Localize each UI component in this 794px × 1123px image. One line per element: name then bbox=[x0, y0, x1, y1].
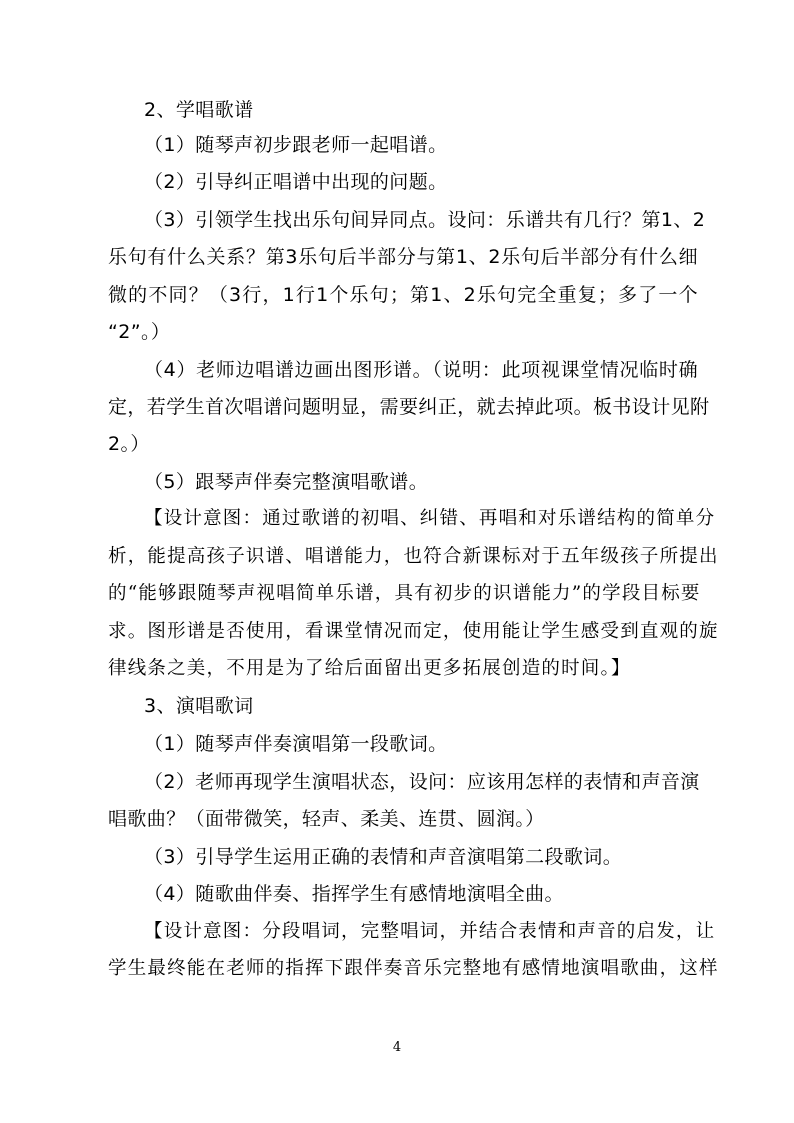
design-intent-1-line-2: 析，能提高孩子识谱、唱谱能力，也符合新课标对于五年级孩子所提出 bbox=[108, 546, 719, 567]
design-intent-2-line-1: 【设计意图：分段唱词，完整唱词，并结合表情和声音的启发，让 bbox=[144, 921, 716, 942]
section-heading-sing-lyrics: 3、演唱歌词 bbox=[144, 695, 254, 717]
page-number: 4 bbox=[392, 1040, 402, 1055]
lyrics-step-2-line-2: 唱歌曲？（面带微笑，轻声、柔美、连贯、圆润。） bbox=[108, 808, 545, 830]
step-3-line-4: “2”。） bbox=[108, 321, 171, 343]
design-intent-1-line-1: 【设计意图：通过歌谱的初唱、纠错、再唱和对乐谱结构的简单分 bbox=[144, 508, 716, 529]
step-4-line-1: （4）老师边唱谱边画出图形谱。（说明：此项视课堂情况临时确 bbox=[144, 359, 698, 381]
step-4-line-3: 2。） bbox=[108, 433, 150, 455]
lyrics-step-3-line: （3）引导学生运用正确的表情和声音演唱第二段歌词。 bbox=[144, 846, 623, 868]
step-3-line-3: 微的不同？（3行，1行1个乐句；第1、2乐句完全重复；多了一个 bbox=[108, 284, 698, 306]
design-intent-2-line-2: 学生最终能在老师的指挥下跟伴奏音乐完整地有感情地演唱歌曲，这样 bbox=[108, 958, 719, 979]
lyrics-step-4-line: （4）随歌曲伴奏、指挥学生有感情地演唱全曲。 bbox=[144, 883, 564, 905]
step-3-line-1: （3）引领学生找出乐句间异同点。设问：乐谱共有几行？第1、2 bbox=[144, 209, 706, 231]
step-2-line: （2）引导纠正唱谱中出现的问题。 bbox=[144, 171, 448, 193]
step-5-line: （5）跟琴声伴奏完整演唱歌谱。 bbox=[144, 471, 429, 493]
lyrics-step-2-line-1: （2）老师再现学生演唱状态，设问：应该用怎样的表情和声音演 bbox=[144, 771, 700, 793]
design-intent-1-line-5: 律线条之美，不用是为了给后面留出更多拓展创造的时间。】 bbox=[108, 658, 631, 679]
design-intent-1-line-4: 求。图形谱是否使用，看课堂情况而定，使用能让学生感受到直观的旋 bbox=[108, 621, 719, 642]
step-1-line: （1）随琴声初步跟老师一起唱谱。 bbox=[144, 134, 448, 156]
lyrics-step-1-line: （1）随琴声伴奏演唱第一段歌词。 bbox=[144, 733, 448, 755]
section-heading-learn-score: 2、学唱歌谱 bbox=[144, 99, 254, 121]
step-3-line-2: 乐句有什么关系？第3乐句后半部分与第1、2乐句后半部分有什么细 bbox=[108, 246, 698, 268]
design-intent-1-line-3: 的“能够跟随琴声视唱简单乐谱，具有初步的识谱能力”的学段目标要 bbox=[108, 583, 701, 604]
step-4-line-2: 定，若学生首次唱谱问题明显，需要纠正，就去掉此项。板书设计见附 bbox=[108, 396, 710, 418]
